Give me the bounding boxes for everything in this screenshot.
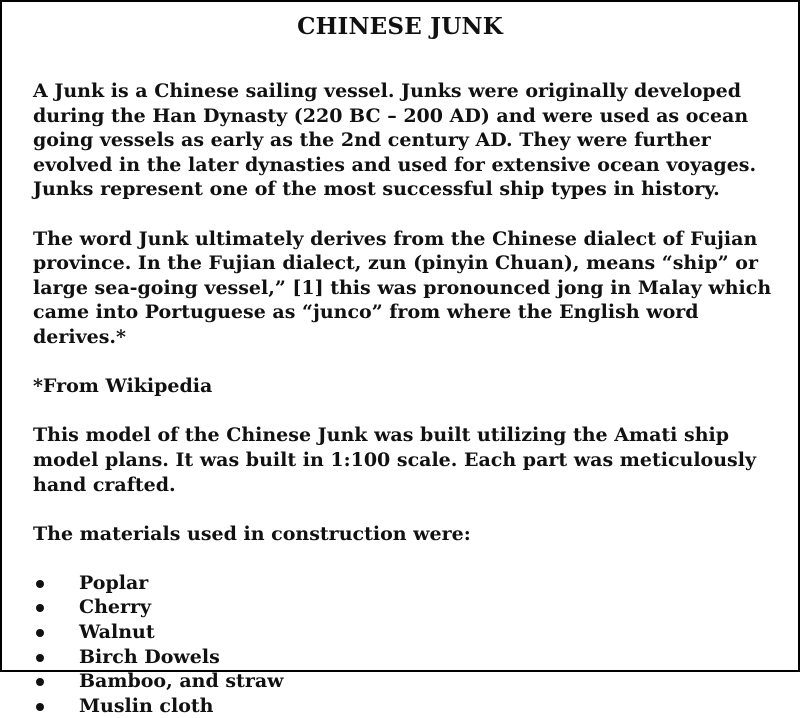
material-label: Muslin cloth — [79, 694, 214, 717]
paragraph-source-note: *From Wikipedia — [33, 375, 213, 398]
bullet-icon — [36, 580, 44, 588]
document-title: CHINESE JUNK — [297, 13, 503, 40]
list-item — [33, 595, 784, 620]
list-item — [33, 694, 784, 718]
list-item — [33, 571, 784, 596]
material-label: Birch Dowels — [79, 645, 220, 668]
paragraph-intro: A Junk is a Chinese sailing vessel. Junks were originally developed during the Han Dynasty (220 BC – 200 AD) and were used as ocean going vessels as early as the 2nd century AD. They were further evolved in the later dynasties and used for extensive ocean voyages. Junks represent one of the most successful ship types in history. — [33, 80, 757, 201]
list-item — [33, 645, 784, 670]
bullet-icon — [36, 703, 44, 711]
list-item — [33, 620, 784, 645]
material-label: Bamboo, and straw — [79, 670, 284, 693]
paragraph-etymology: The word Junk ultimately derives from the Chinese dialect of Fujian province. In the Fujian dialect, zun (pinyin Chuan), means “ship” or large sea-going vessel,” [1] this was pronounced jong in Malay which came into Portuguese as “junco” from where the English word derives.* — [33, 227, 772, 348]
bullet-icon — [36, 604, 44, 612]
material-label: Walnut — [79, 621, 155, 644]
material-label: Cherry — [79, 596, 152, 619]
bullet-icon — [36, 654, 44, 662]
document-body — [33, 79, 784, 718]
materials-list — [33, 571, 784, 718]
paragraph-materials-intro: The materials used in construction were: — [33, 522, 471, 545]
material-label: Poplar — [79, 571, 149, 594]
bullet-icon — [36, 678, 44, 686]
paragraph-model-info: This model of the Chinese Junk was built utilizing the Amati ship model plans. It was built in 1:100 scale. Each part was meticulously hand crafted. — [33, 424, 756, 496]
bullet-icon — [36, 629, 44, 637]
list-item — [33, 669, 784, 694]
